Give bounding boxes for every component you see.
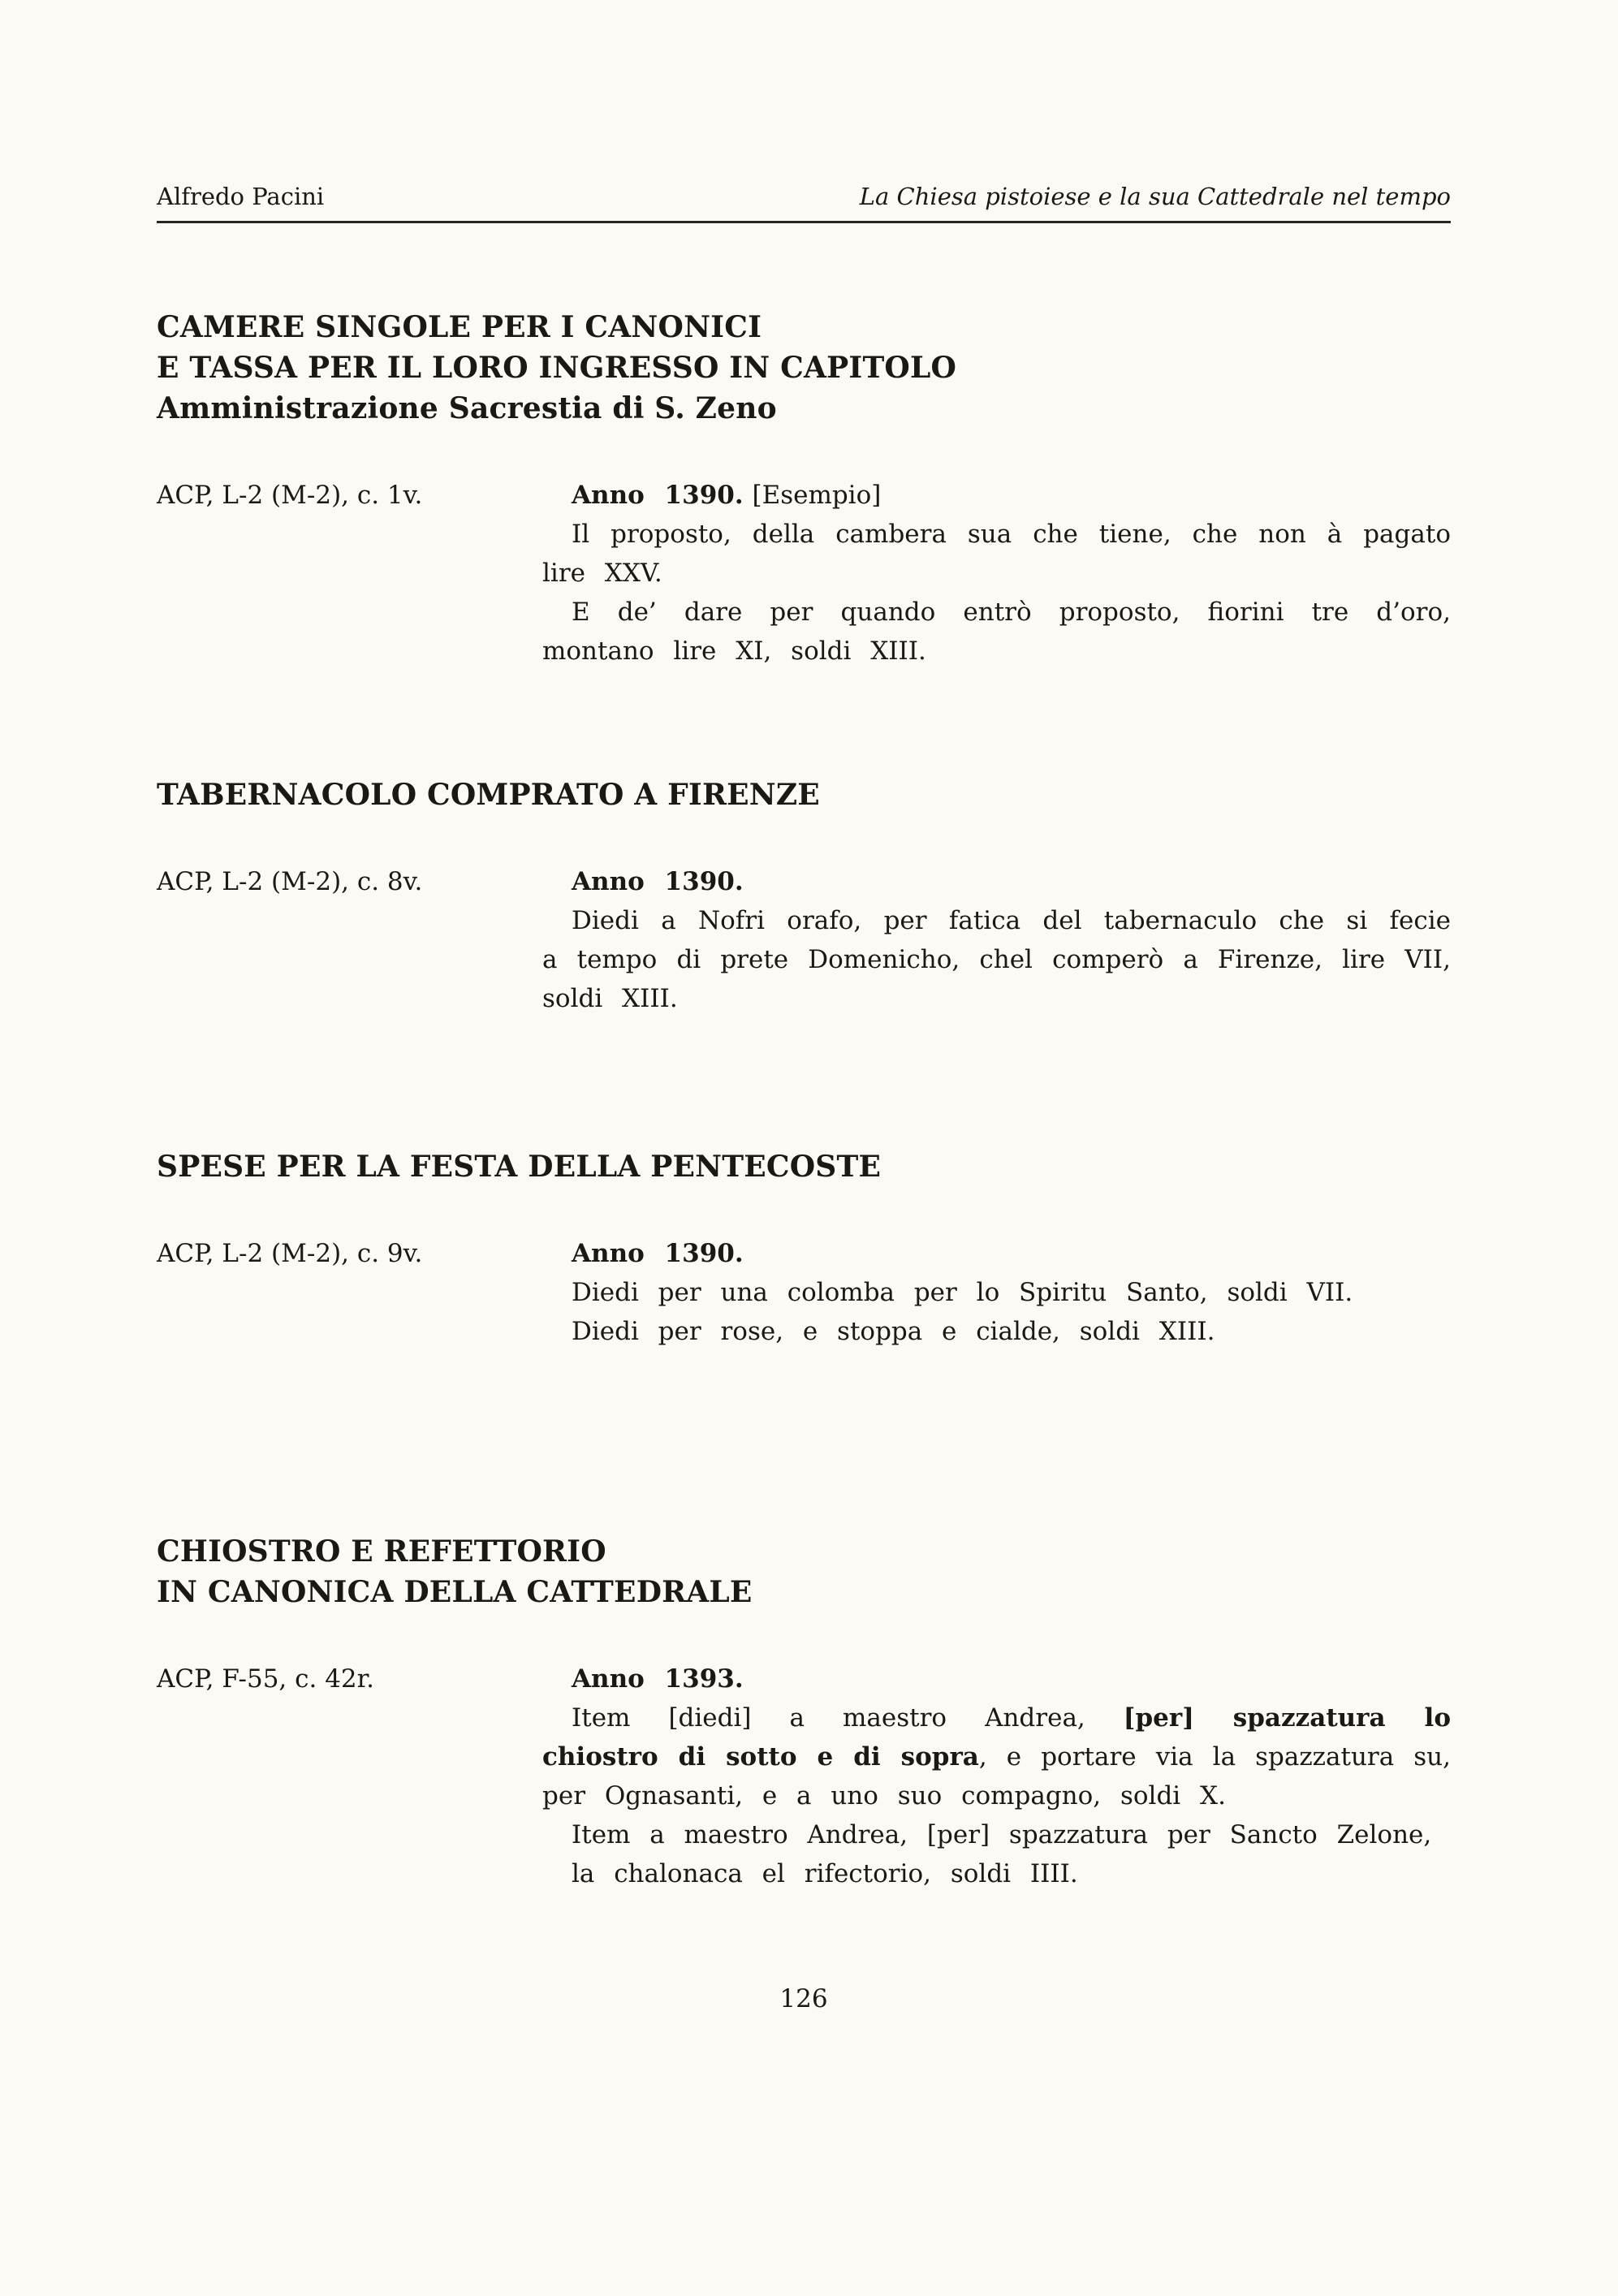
archive-reference: ACP, L-2 (M-2), c. 8v.	[157, 866, 423, 896]
entry-text	[542, 1234, 1451, 1351]
entry-text	[542, 862, 1451, 1018]
entry-text	[542, 476, 1451, 671]
section-heading-line: IN CANONICA DELLA CATTEDRALE	[157, 1574, 753, 1609]
entry-year-line	[542, 1659, 1451, 1698]
entry-year-note: [Esempio]	[752, 480, 882, 510]
section-spese-pentecoste	[157, 1146, 1451, 1351]
section-heading-line: SPESE PER LA FESTA DELLA PENTECOSTE	[157, 1149, 882, 1184]
text-segment: , e portare via la spazzatura su, per Ognasanti, e a uno suo compagno, soldi X.	[542, 1741, 1451, 1810]
section-camere-singole	[157, 307, 1451, 671]
section-heading	[157, 775, 1451, 815]
section-heading-line: CAMERE SINGOLE PER I CANONICI	[157, 309, 762, 344]
header-author: Alfredo Pacini	[157, 183, 325, 210]
section-heading-line: E TASSA PER IL LORO INGRESSO IN CAPITOLO	[157, 350, 957, 385]
page-number: 126	[779, 1983, 828, 2013]
archive-entry	[157, 1659, 1451, 1893]
entry-year: Anno 1390.	[572, 866, 744, 896]
section-heading-line: Amministrazione Sacrestia di S. Zeno	[157, 391, 777, 425]
entry-year: Anno 1393.	[572, 1664, 744, 1694]
archive-entry	[157, 476, 1451, 671]
section-heading	[157, 1146, 1451, 1187]
archive-entry	[157, 1234, 1451, 1351]
archive-reference: ACP, L-2 (M-2), c. 9v.	[157, 1238, 423, 1268]
archive-reference: ACP, L-2 (M-2), c. 1v.	[157, 480, 423, 510]
entry-text	[542, 1659, 1451, 1893]
section-heading	[157, 307, 1451, 429]
archive-reference: ACP, F-55, c. 42r.	[157, 1664, 374, 1694]
entry-paragraph: Diedi a Nofri orafo, per fatica del tabernaculo che si fecie a tempo di prete Domenicho, chel comperò a Firenze, lire VII, soldi XIII.	[542, 905, 1451, 1013]
entry-paragraph: Il proposto, della cambera sua che tiene, che non à pagato lire XXV.	[542, 519, 1451, 588]
section-heading-line: TABERNACOLO COMPRATO A FIRENZE	[157, 777, 820, 812]
entry-paragraph: la chalonaca el rifectorio, soldi IIII.	[572, 1858, 1078, 1888]
entry-paragraph: Item a maestro Andrea, [per] spazzatura per Sancto Zelone,	[572, 1819, 1432, 1849]
section-heading	[157, 1531, 1451, 1612]
entry-paragraph	[542, 1698, 1451, 1815]
entry-year: Anno 1390.	[572, 480, 744, 510]
text-segment-bold: [per] spazzatura lo chiostro di sotto e di sopra	[542, 1703, 1451, 1772]
entry-year-line	[542, 1234, 1451, 1273]
archive-entry	[157, 862, 1451, 1018]
entry-paragraph: Diedi per rose, e stoppa e cialde, soldi XIII.	[572, 1316, 1215, 1346]
entry-year-line	[542, 862, 1451, 901]
entry-paragraph: E de’ dare per quando entrò proposto, fiorini tre d’oro, montano lire XI, soldi XIII.	[542, 597, 1451, 666]
text-segment: Item [diedi] a maestro Andrea,	[572, 1703, 1124, 1733]
entry-year-line	[542, 476, 1451, 515]
section-heading-line: CHIOSTRO E REFETTORIO	[157, 1534, 606, 1569]
header-book-title: La Chiesa pistoiese e la sua Cattedrale nel tempo	[859, 183, 1451, 210]
entry-paragraph: Diedi per una colomba per lo Spiritu Santo, soldi VII.	[572, 1277, 1353, 1307]
entry-year: Anno 1390.	[572, 1238, 744, 1268]
page-header	[157, 183, 1451, 223]
section-chiostro-refettorio	[157, 1531, 1451, 1893]
section-tabernacolo	[157, 775, 1451, 1018]
